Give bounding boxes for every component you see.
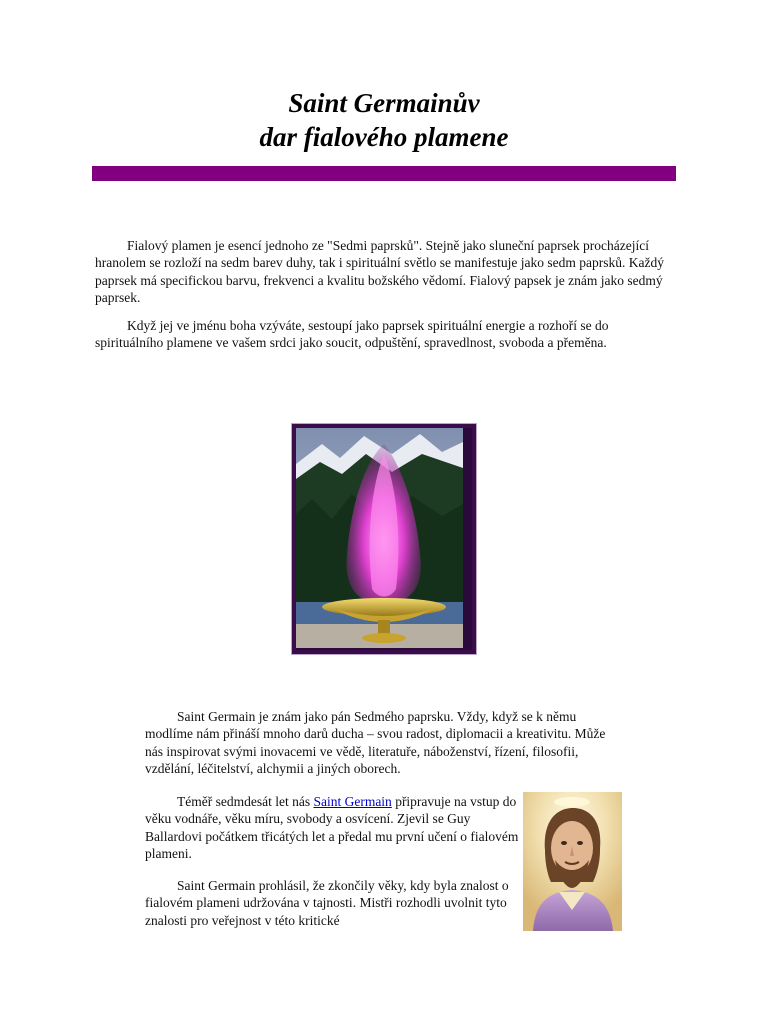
paragraph-aquarian-age (145, 793, 520, 863)
paragraph-secret-knowledge (145, 877, 520, 929)
paragraph-text: Když jej ve jménu boha vzýváte, sestoupí jako paprsek spirituální energie a rozhoří se do spirituálního plamene ve vašem srdci jako soucit, odpuštění, spravedlnost, svoboda a přeměna. (95, 318, 609, 351)
paragraph-violet-flame-intro (95, 237, 675, 307)
paragraph-saint-germain-master (145, 708, 625, 778)
paragraph-text: Saint Germain prohlásil, že zkončily věky, kdy byla znalost o fialovém plameni udržována v tajnosti. Mistři rozhodli uvolnit tyto znalosti pro veřejnost v této kritické (145, 878, 509, 928)
paragraph-invocation (95, 317, 675, 352)
saint-germain-portrait-image (523, 792, 622, 931)
title-line-2: dar fialového plamene (259, 122, 509, 152)
paragraph-text: Téměř sedmdesát let nás (177, 794, 314, 809)
paragraph-text: Fialový plamen je esencí jednoho ze "Sedmi paprsků". Stejně jako sluneční paprsek procházející hranolem se rozloží na sedm barev duhy, tak i spirituální světlo se manifestuje jako sedm paprsků. Každý paprsek má specifickou barvu, frekvenci a kvalitu božského vědomí. Fialový papsek je znám jako sedmý paprsek. (95, 238, 664, 306)
page-title (0, 86, 768, 154)
saint-germain-link[interactable]: Saint Germain (313, 794, 392, 809)
paragraph-text: Saint Germain je znám jako pán Sedmého paprsku. Vždy, když se k němu modlíme nám přináší mnoho darů ducha – svou radost, diplomacii a kreativitu. Může nás inspirovat svými inovacemi ve vědě, literatuře, náboženství, řízení, filosofii, vzdělání, léčitelství, alchymii a jiných oborech. (145, 709, 606, 777)
title-divider (92, 166, 676, 181)
title-line-1: Saint Germainův (288, 88, 480, 118)
paragraph-text: připravuje na vstup do věku vodnáře, věku míru, svobody a osvícení. Zjevil se Guy Ballardovi počátkem třicátých let a předal mu první učení o fialovém plameni. (145, 794, 519, 862)
violet-flame-image (291, 423, 477, 655)
